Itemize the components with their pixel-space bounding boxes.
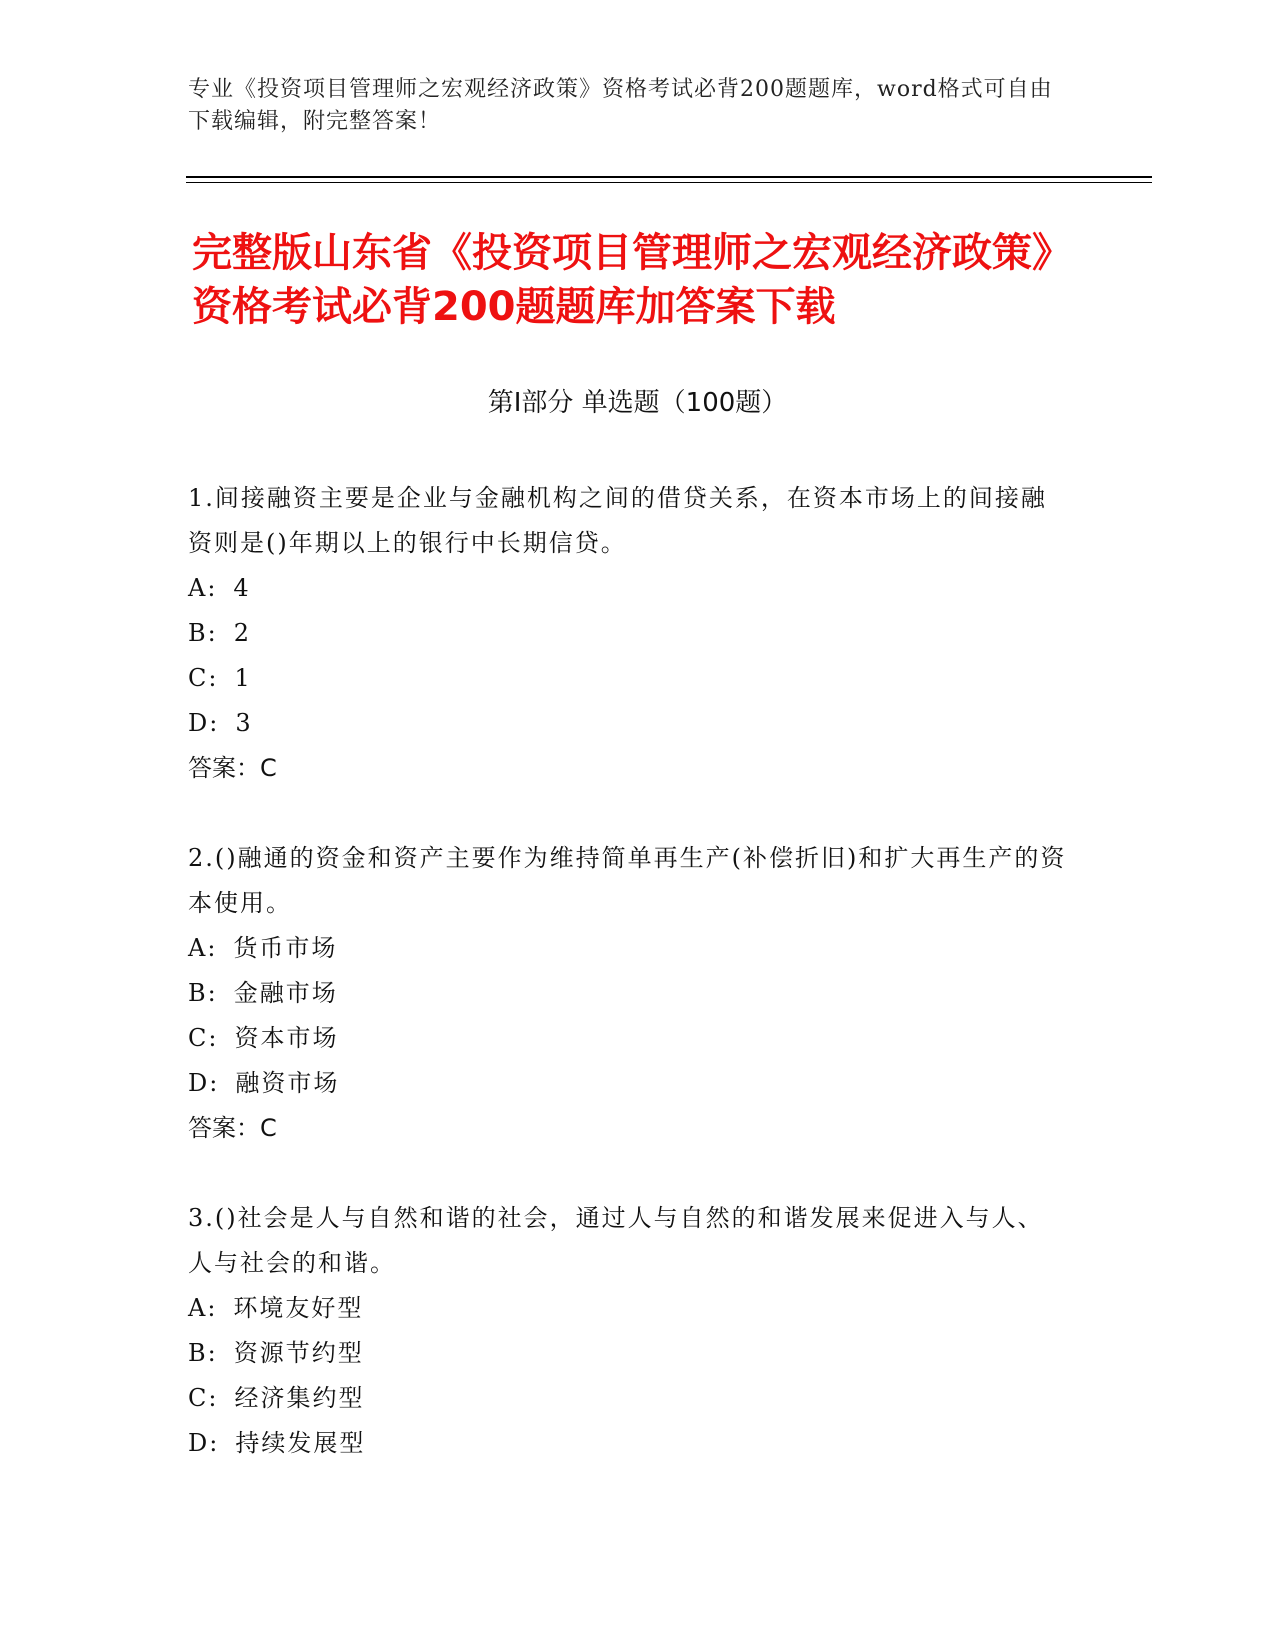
option-key: D: — [188, 1429, 220, 1457]
option-text: 持续发展型 — [235, 1429, 366, 1457]
option-text: 金融市场 — [233, 979, 338, 1007]
question-1 — [188, 476, 1068, 791]
question-list — [188, 476, 1068, 1511]
option-b — [188, 1331, 1068, 1376]
option-c — [188, 1016, 1068, 1061]
option-text: 经济集约型 — [234, 1384, 365, 1412]
option-text: 资本市场 — [234, 1024, 339, 1052]
option-text: 1 — [234, 664, 252, 692]
option-c — [188, 1376, 1068, 1421]
option-key: B: — [188, 979, 218, 1007]
question-stem: 1.间接融资主要是企业与金融机构之间的借贷关系，在资本市场上的间接融资则是()年期以上的银行中长期信贷。 — [188, 484, 1047, 557]
question-3 — [188, 1196, 1068, 1466]
header-rule-thin — [186, 182, 1152, 183]
option-d — [188, 1421, 1068, 1466]
option-text: 4 — [233, 574, 251, 602]
option-key: C: — [188, 1384, 219, 1412]
option-a — [188, 566, 1068, 611]
option-key: A: — [188, 1294, 218, 1322]
option-key: C: — [188, 664, 219, 692]
option-d — [188, 701, 1068, 746]
header-note: 专业《投资项目管理师之宏观经济政策》资格考试必背200题题库，word格式可自由下载编辑，附完整答案！ — [188, 77, 1053, 134]
option-key: A: — [188, 934, 218, 962]
header-rule-thick — [186, 176, 1152, 178]
question-stem: 2.()融通的资金和资产主要作为维持简单再生产(补偿折旧)和扩大再生产的资本使用。 — [188, 844, 1067, 917]
option-text: 货币市场 — [233, 934, 338, 962]
document-title: 完整版山东省《投资项目管理师之宏观经济政策》资格考试必背200题题库加答案下载 — [192, 230, 1072, 330]
option-key: B: — [188, 1339, 218, 1367]
question-2 — [188, 836, 1068, 1151]
option-text: 融资市场 — [235, 1069, 340, 1097]
answer-line: 答案：C — [188, 1114, 277, 1142]
option-b — [188, 611, 1068, 656]
option-key: D: — [188, 709, 220, 737]
option-text: 2 — [233, 619, 252, 647]
option-text: 3 — [235, 709, 253, 737]
option-c — [188, 656, 1068, 701]
answer-line: 答案：C — [188, 754, 277, 782]
option-b — [188, 971, 1068, 1016]
question-stem: 3.()社会是人与自然和谐的社会，通过人与自然的和谐发展来促进入与人、人与社会的和谐。 — [188, 1204, 1044, 1277]
option-key: D: — [188, 1069, 220, 1097]
option-a — [188, 1286, 1068, 1331]
option-text: 环境友好型 — [233, 1294, 364, 1322]
option-key: B: — [188, 619, 218, 647]
option-a — [188, 926, 1068, 971]
option-d — [188, 1061, 1068, 1106]
option-key: C: — [188, 1024, 219, 1052]
option-key: A: — [188, 574, 218, 602]
section-heading: 第Ⅰ部分 单选题（100题） — [487, 388, 788, 418]
option-text: 资源节约型 — [233, 1339, 364, 1367]
